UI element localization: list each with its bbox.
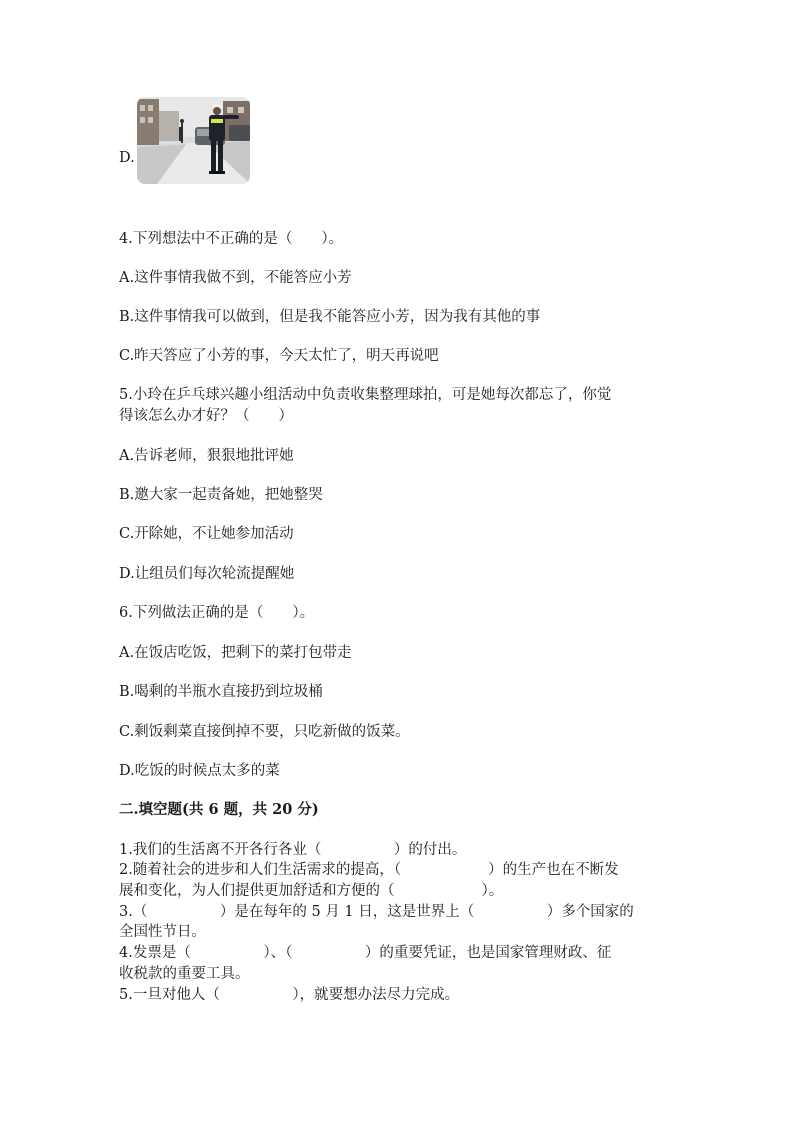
q5-stem-line1: 5.小玲在乒乓球兴趣小组活动中负责收集整理球拍，可是她每次都忘了，你觉 [119,387,612,403]
q6-option-b: B.喝剩的半瓶水直接扔到垃圾桶 [119,684,323,700]
q4-option-b: B.这件事情我可以做到，但是我不能答应小芳，因为我有其他的事 [119,309,541,325]
fill-line-5: 全国性节日。 [119,924,206,940]
option-d-label: D. [119,150,135,166]
section-heading: 二.填空题(共 6 题，共 20 分) [119,801,319,818]
q6-option-a: A.在饭店吃饭，把剩下的菜打包带走 [119,645,352,661]
q4-stem: 4.下列想法中不正确的是（ ）。 [119,231,344,247]
traffic-police-photo [137,97,250,184]
q5-option-c: C.开除她，不让她参加活动 [119,526,294,542]
fill-line-7: 收税款的重要工具。 [119,966,250,982]
q5-option-a: A.告诉老师，狠狠地批评她 [119,448,294,464]
fill-line-1: 1.我们的生活离不开各行各业（ ）的付出。 [119,842,467,858]
fill-line-3: 展和变化，为人们提供更加舒适和方便的（ ）。 [119,883,504,899]
q5-stem-line2: 得该怎么办才好？（ ） [119,408,293,424]
q5-option-b: B.邀大家一起责备她，把她整哭 [119,487,323,503]
q6-option-c: C.剩饭剩菜直接倒掉不要，只吃新做的饭菜。 [119,724,410,740]
q6-stem: 6.下列做法正确的是（ ）。 [119,605,315,621]
q4-option-c: C.昨天答应了小芳的事，今天太忙了，明天再说吧 [119,348,439,364]
q4-option-a: A.这件事情我做不到，不能答应小芳 [119,270,352,286]
fill-line-2: 2.随着社会的进步和人们生活需求的提高，（ ）的生产也在不断发 [119,862,619,878]
fill-line-6: 4.发票是（ ）、（ ）的重要凭证，也是国家管理财政、征 [119,945,612,961]
q5-option-d: D.让组员们每次轮流提醒她 [119,566,295,582]
fill-line-8: 5.一旦对他人（ ），就要想办法尽力完成。 [119,987,460,1003]
q6-option-d: D.吃饭的时候点太多的菜 [119,763,280,779]
fill-line-4: 3.（ ）是在每年的 5 月 1 日，这是世界上（ ）多个国家的 [119,904,634,920]
